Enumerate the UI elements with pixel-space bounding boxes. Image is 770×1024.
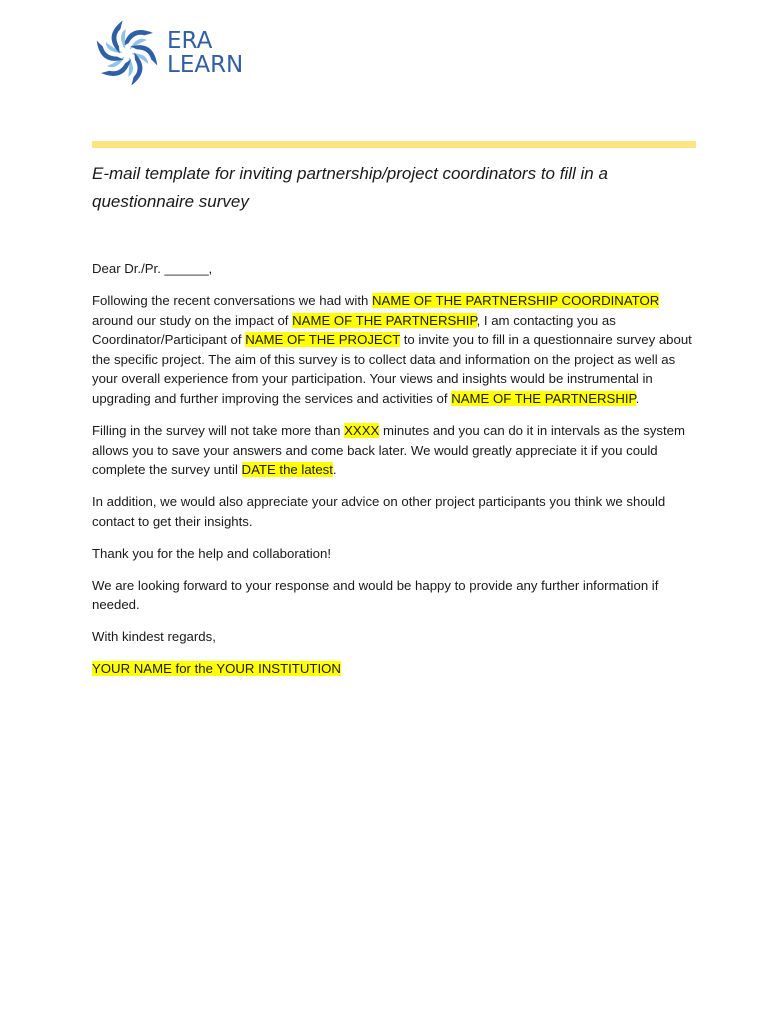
text-segment: , I am contacting you as Coordinator/Participant of [92,312,616,348]
text-segment: minutes and you can do it in intervals as the system allows you to save your answers and come back later. We would greatly appreciate it if you could complete the survey until [92,422,685,478]
placeholder-signature: YOUR NAME for the YOUR INSTITUTION [92,661,341,677]
placeholder-partnership-coordinator: NAME OF THE PARTNERSHIP COORDINATOR [372,292,660,308]
paragraph-advice-request: In addition, we would also appreciate your advice on other project participants you think we should contact to get their insights. [92,494,666,529]
logo-wordmark [167,29,243,77]
paragraph-invitation [92,291,698,409]
salutation: Dear Dr./Pr. ______, [92,261,213,276]
placeholder-project-name: NAME OF THE PROJECT [245,332,401,348]
paragraph-thanks: Thank you for the help and collaboration! [92,545,331,561]
placeholder-deadline-date: DATE the latest [241,462,333,478]
closing: With kindest regards, [92,629,216,645]
text-segment: Filling in the survey will not take more than [92,422,345,438]
text-segment: . [635,390,640,406]
text-segment: to invite you to fill in a questionnaire survey about the specific project. The aim of this survey is to collect data and information on the project as well as your overall experience from your participation. Your views and insights would be instrumental in upgrading and further improving the services and activities of [92,332,692,406]
paragraph-survey-duration [92,421,698,480]
placeholder-partnership-name: NAME OF THE PARTNERSHIP [451,390,636,406]
logo-word-era: ERA [167,28,213,54]
era-learn-logo [94,20,264,84]
header-accent-bar [92,141,696,148]
placeholder-partnership-name: NAME OF THE PARTNERSHIP [292,312,477,328]
email-body [92,259,698,691]
signature-line [92,659,698,679]
text-segment: Following the recent conversations we had with [92,292,373,308]
placeholder-minutes: XXXX [344,422,380,438]
logo-word-learn: LEARN [167,52,244,78]
text-segment: around our study on the impact of [92,312,293,328]
swirl-logo-icon [94,20,160,86]
paragraph-looking-forward: We are looking forward to your response and would be happy to provide any further information if needed. [92,577,659,613]
document-title: E-mail template for inviting partnership/project coordinators to fill in a questionnaire survey [92,164,608,211]
text-segment: . [332,462,337,478]
